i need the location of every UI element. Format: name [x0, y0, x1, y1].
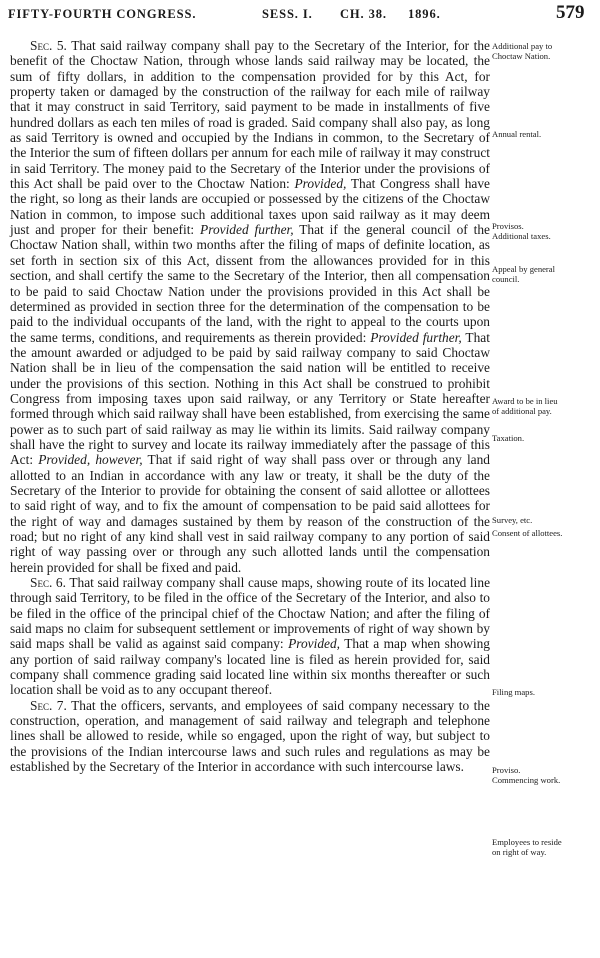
margin-note-taxation: [492, 434, 596, 444]
proviso-italic: Provided further,: [370, 329, 462, 345]
proviso-italic: Provided,: [294, 176, 347, 192]
margin-note-line: Taxation.: [492, 433, 525, 443]
chapter-label: CH. 38.: [340, 7, 387, 21]
margin-note-line: Provisos.: [492, 221, 524, 231]
margin-note-line: Award to be in lieu: [492, 396, 558, 406]
section-7-paragraph: [10, 698, 490, 775]
margin-note-line: of additional pay.: [492, 405, 552, 416]
section-6-paragraph: [10, 575, 490, 698]
margin-note-line: Choctaw Nation.: [492, 50, 551, 61]
margin-note-consent: [492, 529, 596, 539]
margin-note-line: Annual rental.: [492, 129, 542, 139]
margin-note-line: Survey, etc.: [492, 515, 533, 525]
page-header: [0, 0, 600, 34]
margin-note-appeal: [492, 265, 596, 284]
margin-note-additional-pay: [492, 42, 596, 61]
year-label: 1896.: [408, 7, 441, 21]
proviso-italic: Provided, however,: [38, 452, 143, 468]
running-title: FIFTY-FOURTH CONGRESS.: [8, 7, 197, 21]
margin-note-line: Commencing work.: [492, 774, 561, 785]
margin-note-line: Consent of allottees.: [492, 528, 563, 538]
margin-note-employees: [492, 838, 596, 857]
margin-note-line: on right of way.: [492, 846, 547, 857]
section-text: That a map when showing any portion of said railway company's located line is filed as herein provided for, said company shall commence grading said located line within six months thereafter or such location shall be void as to any occupant thereof.: [10, 636, 490, 698]
margin-note-line: Filing maps.: [492, 687, 535, 697]
proviso-italic: Provided further,: [200, 222, 294, 238]
margin-note-annual-rental: [492, 130, 596, 140]
section-text: That said railway company shall cause maps, showing route of its located line through said Territory, to be filed in the office of the Secretary of the Interior, and also to be filed in the office of the principal chief of the Choctaw Nation; and after the filing of said maps no claim for subsequent settlement or improvements of right of way shown by said maps shall be valid as against said company:: [10, 575, 491, 652]
margin-note-line: Additional pay to: [492, 41, 553, 51]
margin-note-line: Employees to reside: [492, 837, 562, 847]
margin-note-award: [492, 397, 596, 416]
session-label: SESS. I.: [262, 7, 313, 21]
margin-note-line: Additional taxes.: [492, 230, 551, 241]
margin-note-line: Appeal by general: [492, 264, 555, 274]
section-text: That if said right of way shall pass over or through any land allotted to an Indian in accordance with any law or treaty, it shall be the duty of the Secretary of the Interior to provide for obtaining the consent of said allottee or allottees to said right of way, and to fix the amount of compensation to be paid said allottees for the right of way and damages sustained by them by reason of the construction of the road; but no right of any kind shall vest in said railway company to any portion of said right of way passing over or through any such allotted lands until the compensation herein provided for shall be fixed and paid.: [10, 452, 490, 575]
page-number: 579: [556, 2, 585, 23]
margin-note-survey: [492, 516, 596, 526]
proviso-italic: Provided,: [288, 636, 341, 652]
margin-note-filing-maps: [492, 688, 596, 698]
section-text: That the officers, servants, and employees of said company necessary to the construction, operation, and management of said railway and telegraph and telephone lines shall be allowed to reside, while so engaged, upon the right of way, but subject to the provisions of the Indian intercourse laws and such rules and regulations as may be established by the Secretary of the Interior in accordance with such intercourse laws.: [10, 697, 490, 775]
section-text: That Congress shall have the right, so long as their lands are occupied or possessed by the citizens of the Choctaw Nation in common, to impose such additional taxes upon said railway as it may deem just and proper for their benefit:: [10, 176, 490, 238]
margin-note-line: council.: [492, 273, 520, 284]
margin-note-provisos: [492, 222, 596, 241]
section-text: That the amount awarded or adjudged to be paid by said railway company to said Choctaw Nation shall be in lieu of the compensation the said nation will be entitled to receive under the provisions of this section. Nothing in this Act shall be construed to prohibit Congress from imposing taxes upon said railway, or any Territory or State hereafter formed through which said railway shall have been established, from exercising the same power as to such part of said railway as may lie within its limits. Said railway company shall have the right to survey and locate its railway immediately after the passage of this Act:: [10, 329, 490, 468]
section-label: Sec. 6.: [30, 575, 66, 591]
margin-note-line: Proviso.: [492, 765, 521, 775]
section-5-paragraph: [10, 38, 490, 575]
section-label: Sec. 7.: [30, 697, 67, 713]
statute-text: [10, 38, 490, 775]
margin-note-proviso-commencing: [492, 766, 596, 785]
section-text: That if the general council of the Choctaw Nation shall, within two months after the filing of maps of definite location, as set forth in section six of this Act, dissent from the allowances provided for in this section, and shall certify the same to the Secretary of the Interior, then all compensation to be paid to said Choctaw Nation under the provisions provided in this Act shall be determined as provided in section three for the determination of the compensation to be paid to the individual occupants of the land, with the right to appeal to the courts upon the same terms, conditions, and requirements as therein provided:: [10, 222, 491, 345]
section-text: That said railway company shall pay to the Secretary of the Interior, for the benefit of the Choctaw Nation, through whose lands said railway may be located, the sum of fifty dollars, in addition to the compensation provided for by this Act, for property taken or damaged by the construction of the railway for each mile of railway that it may construct in said Territory, said payment to be made in installments of five hundred dollars as each ten miles of road is graded. Said company shall also pay, as long as said Territory is owned and occupied by the Indians in common, to the Secretary of the Interior the sum of fifteen dollars per annum for each mile of railway it may construct in said Territory. The money paid to the Secretary of the Interior under the provisions of this Act shall be paid over to the Choctaw Nation:: [10, 38, 491, 192]
section-label: Sec. 5.: [30, 38, 67, 53]
